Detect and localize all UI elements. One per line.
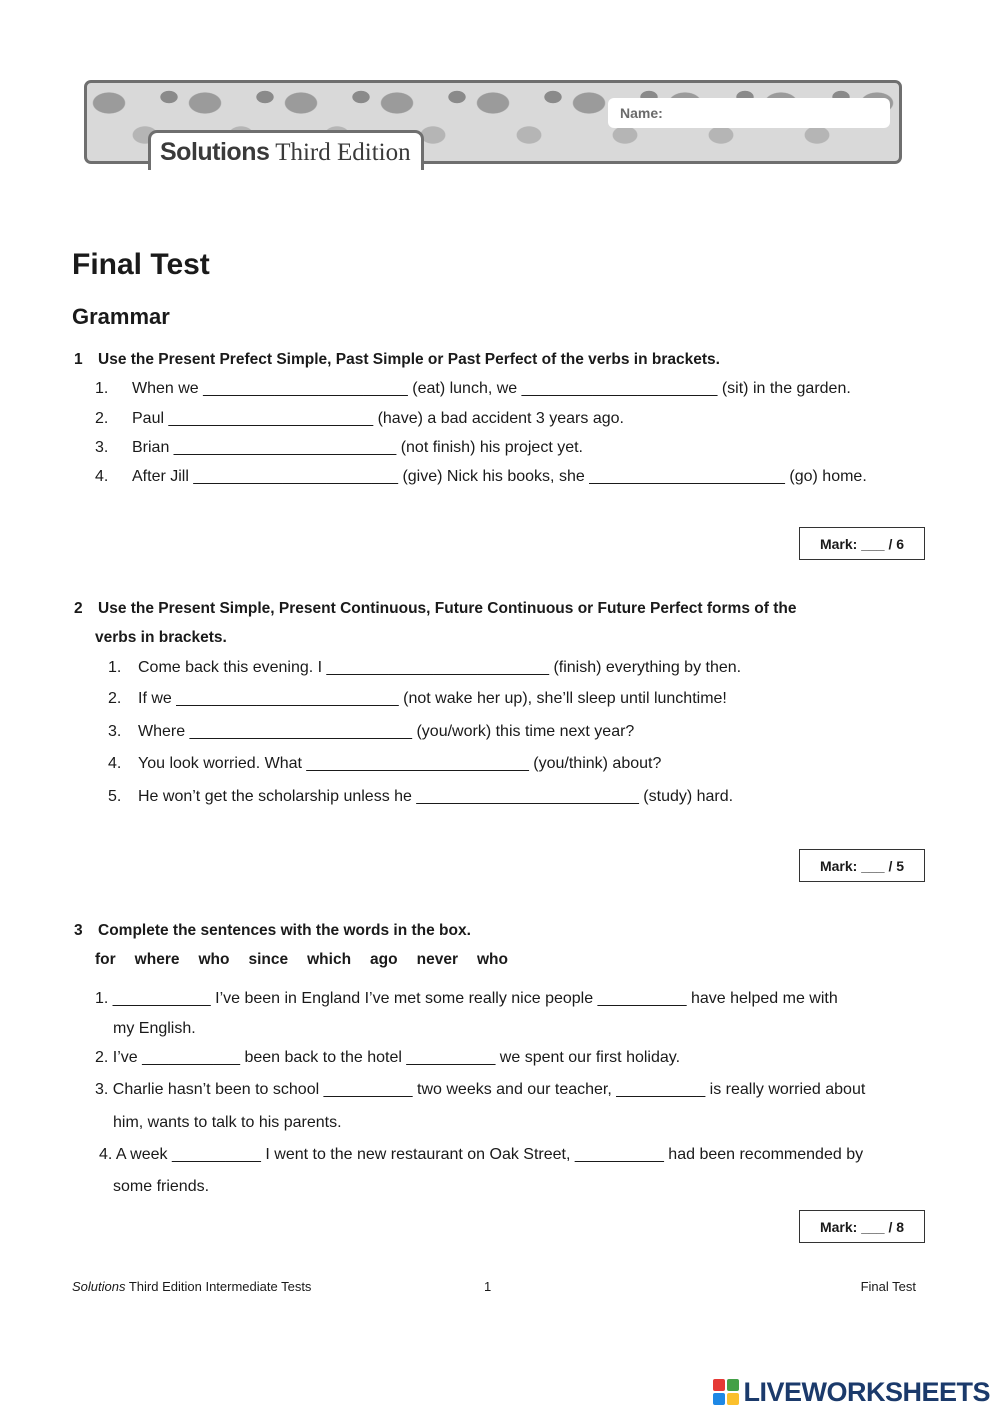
name-label: Name: — [620, 105, 663, 121]
footer-right: Final Test — [860, 1279, 916, 1294]
q3-mark-box: Mark: ___ / 8 — [799, 1210, 925, 1243]
brand-bold: Solutions — [160, 138, 270, 166]
q2-item-2[interactable]: 2. If we _________________________ (not wake her up), she’ll sleep until lunchtime! — [108, 690, 727, 707]
q2-item-3[interactable]: 3. Where _________________________ (you/work) this time next year? — [108, 723, 635, 740]
section-title: Grammar — [72, 304, 170, 329]
word-where[interactable]: where — [134, 951, 180, 968]
q3-number: 3 — [74, 922, 83, 939]
q3-line-6[interactable]: 4. A week __________ I went to the new restaurant on Oak Street, __________ had been recommended by — [99, 1146, 864, 1163]
q2-item-1-text: Come back this evening. I _________________________ (finish) everything by then. — [138, 659, 742, 676]
word-since[interactable]: since — [248, 951, 289, 968]
q1-number: 1 — [74, 351, 83, 368]
watermark-text: LIVEWORKSHEETS — [743, 1376, 990, 1407]
q2-mark-box: Mark: ___ / 5 — [799, 849, 925, 882]
q2-item-2-text: If we _________________________ (not wake her up), she’ll sleep until lunchtime! — [138, 690, 727, 707]
liveworksheets-watermark — [713, 1377, 990, 1407]
word-ago[interactable]: ago — [370, 951, 398, 968]
liveworksheets-logo-icon — [713, 1379, 739, 1405]
q3-instruction-text: Complete the sentences with the words in the box. — [98, 922, 471, 939]
q1-instruction-text: Use the Present Prefect Simple, Past Simple or Past Perfect of the verbs in brackets. — [98, 351, 720, 368]
q1-item-3-text: Brian _________________________ (not finish) his project yet. — [132, 439, 583, 456]
q3-line-5: him, wants to talk to his parents. — [113, 1114, 342, 1131]
q1-item-2[interactable]: 2. Paul _______________________ (have) a bad accident 3 years ago. — [95, 410, 624, 427]
q2-item-1[interactable]: 1. Come back this evening. I _________________________ (finish) everything by then. — [108, 659, 742, 676]
footer-left — [72, 1279, 311, 1294]
q1-item-3[interactable]: 3. Brian _________________________ (not finish) his project yet. — [95, 439, 583, 456]
q2-item-4-text: You look worried. What _________________________ (you/think) about? — [138, 755, 662, 772]
q2-instruction-text-1: Use the Present Simple, Present Continuous, Future Continuous or Future Perfect forms of the — [98, 600, 797, 617]
q1-item-1[interactable]: 1. When we _______________________ (eat) lunch, we ______________________ (sit) in the garden. — [95, 380, 851, 397]
q2-instruction-line-2: verbs in brackets. — [95, 629, 227, 646]
footer-left-rest: Third Edition Intermediate Tests — [125, 1279, 312, 1294]
q2-item-5[interactable]: 5. He won’t get the scholarship unless he _________________________ (study) hard. — [108, 788, 734, 805]
word-which[interactable]: which — [307, 951, 352, 968]
brand-rest: Third Edition — [269, 139, 411, 166]
q2-item-5-text: He won’t get the scholarship unless he _________________________ (study) hard. — [138, 788, 734, 805]
q1-instruction — [74, 351, 720, 369]
word-for[interactable]: for — [95, 951, 116, 968]
word-box — [95, 951, 527, 969]
q1-item-2-text: Paul _______________________ (have) a bad accident 3 years ago. — [132, 410, 624, 427]
q1-item-1-text: When we _______________________ (eat) lunch, we ______________________ (sit) in the garden. — [132, 380, 851, 397]
q3-line-3[interactable]: 2. I’ve ___________ been back to the hotel __________ we spent our first holiday. — [95, 1049, 681, 1066]
q1-item-4[interactable]: 4. After Jill _______________________ (give) Nick his books, she ______________________ (go) home. — [95, 468, 867, 485]
brand-title — [160, 138, 411, 167]
word-never[interactable]: never — [416, 951, 458, 968]
q2-number: 2 — [74, 600, 83, 617]
q3-line-7: some friends. — [113, 1178, 210, 1195]
q1-mark-box: Mark: ___ / 6 — [799, 527, 925, 560]
page-title: Final Test — [72, 248, 210, 281]
q2-item-4[interactable]: 4. You look worried. What _________________________ (you/think) about? — [108, 755, 662, 772]
q3-line-2: my English. — [113, 1020, 196, 1037]
word-who[interactable]: who — [198, 951, 230, 968]
page-number: 1 — [484, 1279, 492, 1294]
q3-line-1[interactable]: 1. ___________ I’ve been in England I’ve met some really nice people __________ have helped me with — [95, 990, 838, 1007]
q2-instruction — [74, 600, 796, 618]
q1-item-4-text: After Jill _______________________ (give) Nick his books, she ______________________ (go) home. — [132, 468, 867, 485]
q2-item-3-text: Where _________________________ (you/work) this time next year? — [138, 723, 635, 740]
word-who-2[interactable]: who — [476, 951, 508, 968]
footer-italic: Solutions — [72, 1279, 126, 1294]
q3-instruction — [74, 922, 471, 940]
q3-line-4[interactable]: 3. Charlie hasn’t been to school __________ two weeks and our teacher, __________ is really worried about — [95, 1081, 866, 1098]
